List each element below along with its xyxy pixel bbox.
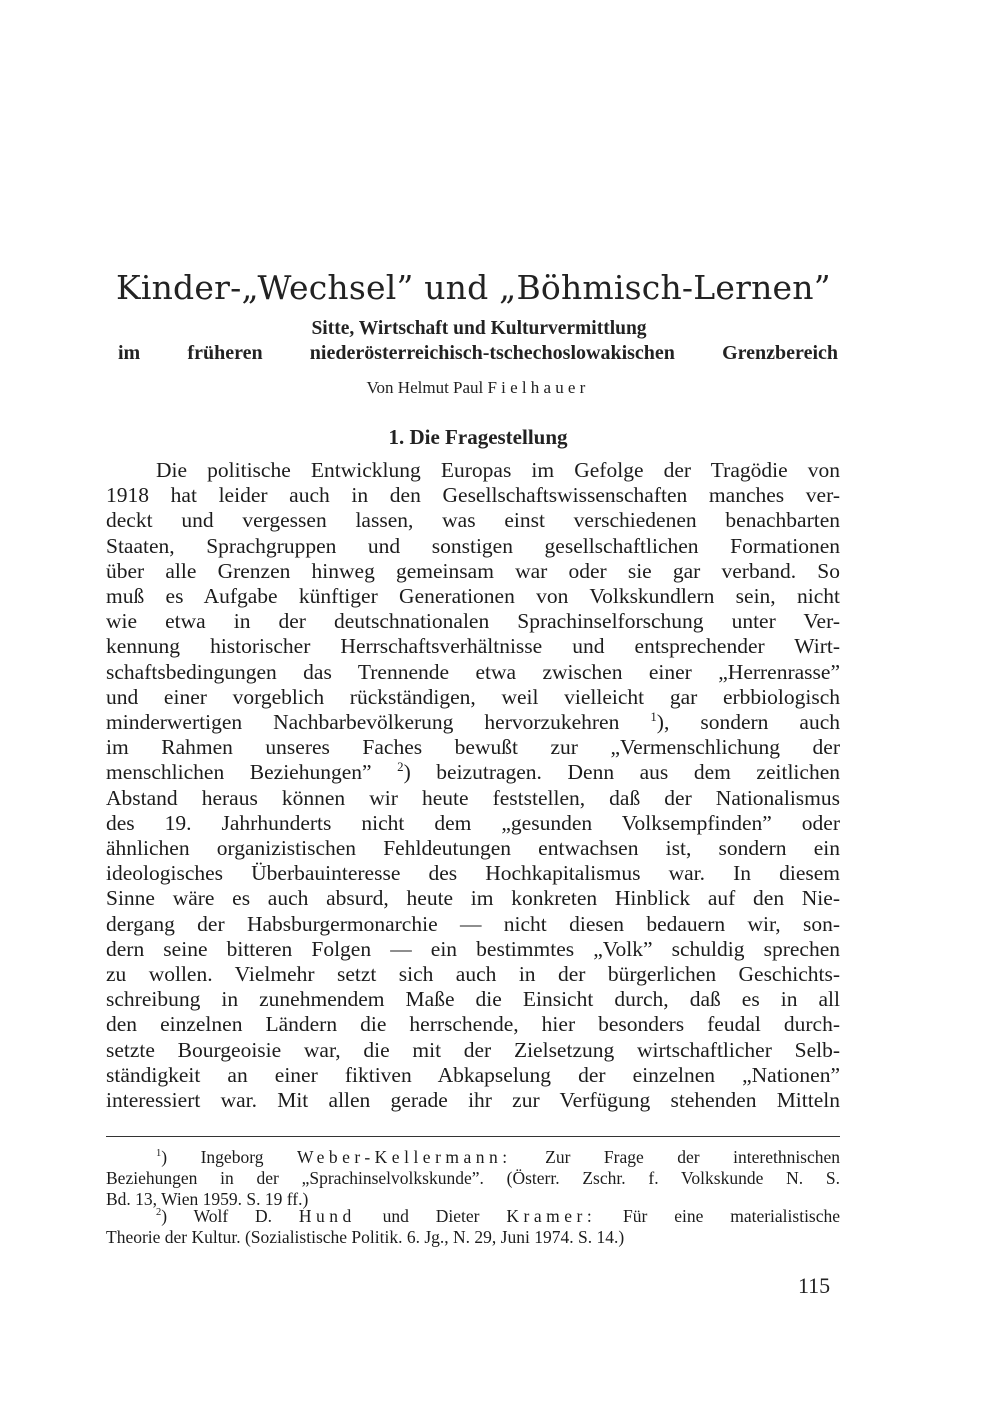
footnote-2-author-surname-1: Hund — [298, 1206, 356, 1226]
footnote-reference: 2 — [397, 760, 404, 775]
body-line: dergang der Habsburgermonarchie — nicht diesen bedauern wir, son- — [106, 911, 840, 936]
body-line: wie etwa in der deutschnationalen Sprachinselforschung unter Ver- — [106, 609, 840, 634]
footnote-reference: 1 — [650, 709, 657, 724]
body-line: schreibung in zunehmendem Maße die Einsicht durch, daß es in all — [106, 987, 840, 1012]
body-line: ideologisches Überbauinteresse des Hochkapitalismus war. In diesem — [106, 861, 840, 886]
footnote-2-line-2: Theorie der Kultur. (Sozialistische Politik. 6. Jg., N. 29, Juni 1974. S. 14.) — [106, 1227, 625, 1247]
body-line: kennung historischer Herrschaftsverhältnisse und entsprechender Wirt- — [106, 634, 840, 659]
footnote-1-author-surname: Weber-Kellermann: — [296, 1147, 512, 1167]
body-line: setzte Bourgeoisie war, die mit der Zielsetzung wirtschaftlicher Selb- — [106, 1037, 840, 1062]
body-line: ständigkeit an einer fiktiven Abkapselung der einzelnen „Nationen” — [106, 1062, 840, 1087]
body-line: muß es Aufgabe künftiger Generationen von Volkskundlern sein, nicht — [106, 584, 840, 608]
body-line-text: menschlichen Beziehungen” — [106, 760, 398, 785]
footnote-1-author-first: Ingeborg — [200, 1147, 264, 1167]
body-line: 1918 hat leider auch in den Gesellschaftswissenschaften manches ver- — [106, 483, 840, 508]
body-line-text: ) beizutragen. Denn aus dem zeitlichen — [403, 760, 840, 785]
body-line-text: ), sondern auch — [656, 710, 840, 734]
footnote-2-title-start: Für eine materialistische — [623, 1206, 841, 1226]
author-prefix: Von Helmut Paul — [366, 378, 484, 397]
page-number: 115 — [798, 1273, 831, 1298]
body-line: im Rahmen unseres Faches bewußt zur „Vermenschlichung der — [106, 735, 840, 760]
article-subtitle-line-2: im früheren niederösterreichisch-tschechoslowakischen Grenzbereich — [118, 342, 838, 364]
article-title: Kinder-„Wechsel” und „Böhmisch-Lernen” — [116, 268, 831, 307]
footnote-1-line-2: Beziehungen in der „Sprachinselvolkskunde”. (Österr. Zschr. f. Volkskunde N. S. — [106, 1168, 840, 1188]
body-line: und einer vorgeblich rückständigen, weil vielleicht gar erbbiologisch — [106, 684, 840, 709]
footnote-1-marker: 1 — [156, 1148, 162, 1160]
body-line: schaftsbedingungen das Trennende etwa zwischen einer „Herrenrasse” — [106, 659, 840, 684]
body-line: Abstand heraus können wir heute feststellen, daß der Nationalismus — [106, 785, 840, 810]
body-line: interessiert war. Mit allen gerade ihr zur Verfügung stehenden Mitteln — [106, 1088, 840, 1112]
footnote-1-line-1: $^1$) Ingeborg Weber-Kellermann: Zur Frage der interethnischen — [156, 1147, 841, 1167]
body-line: Staaten, Sprachgruppen und sonstigen gesellschaftlichen Formationen — [106, 533, 840, 558]
body-line: über alle Grenzen hinweg gemeinsam war oder sie gar verband. So — [106, 558, 840, 583]
body-line: deckt und vergessen lassen, was einst verschiedenen benachbarten — [106, 508, 840, 533]
footnote-2-author-first: Wolf D. — [193, 1206, 273, 1226]
footnote-2-connector: und Dieter — [382, 1206, 480, 1226]
body-line: Die politische Entwicklung Europas im Gefolge der Tragödie von — [156, 458, 840, 482]
author-byline — [118, 378, 838, 398]
body-line: ähnlichen organizistischen Fehldeutungen entwachsen ist, sondern ein — [106, 836, 840, 860]
section-heading: 1. Die Fragestellung — [388, 425, 568, 449]
body-line — [106, 760, 840, 785]
footnote-1-title-start: Zur Frage der interethnischen — [545, 1147, 841, 1167]
footnote-divider — [106, 1136, 840, 1137]
body-line — [106, 710, 840, 735]
footnote-1-line-3: Bd. 13, Wien 1959. S. 19 ff.) — [106, 1189, 309, 1209]
body-line: des 19. Jahrhunderts nicht dem „gesunden Volksempfinden” oder — [106, 810, 840, 835]
body-line: zu wollen. Vielmehr setzt sich auch in der bürgerlichen Geschichts- — [106, 962, 840, 986]
body-line: dern seine bitteren Folgen — ein bestimmtes „Volk” schuldig sprechen — [106, 936, 840, 961]
footnote-2-line-1: $^2$) Wolf D. Hund und Dieter Kramer: Für eine materialistische — [156, 1206, 841, 1226]
footnote-2-marker: 2 — [156, 1207, 162, 1219]
body-line-text: minderwertigen Nachbarbevölkerung hervorzukehren — [106, 710, 651, 734]
body-line: Sinne wäre es auch absurd, heute im konkreten Hinblick auf den Nie- — [106, 886, 840, 911]
footnote-2-author-surname-2: Kramer: — [506, 1206, 597, 1226]
body-line: den einzelnen Ländern die herrschende, hier besonders feudal durch- — [106, 1012, 840, 1037]
article-subtitle-line-1: Sitte, Wirtschaft und Kulturvermittlung — [311, 318, 647, 339]
author-surname: Fielhauer — [487, 378, 590, 397]
